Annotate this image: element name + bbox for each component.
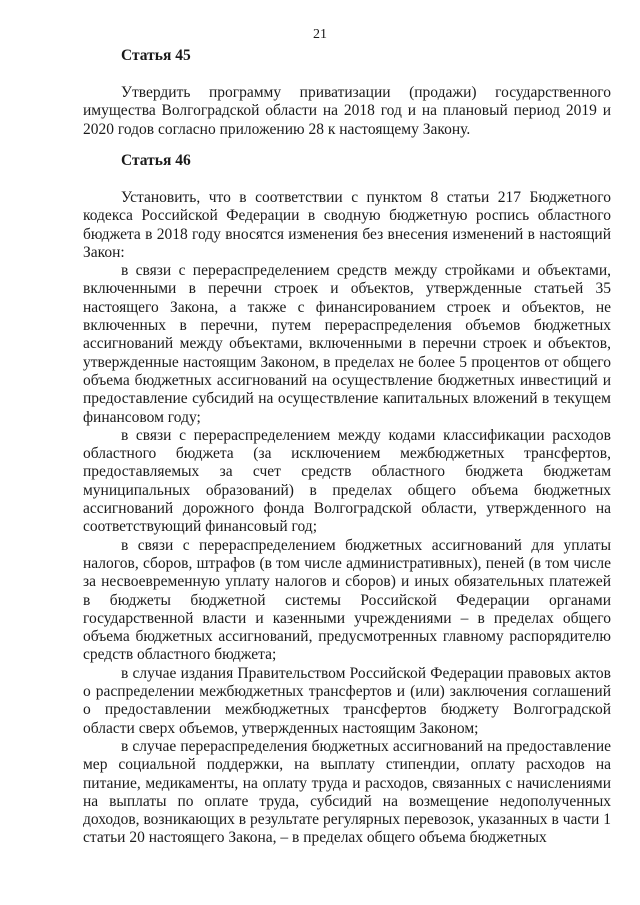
article-46-clause-paragraph: в связи с перераспределением между кодами классификации расходов областного бюджета (за исключением межбюджетных трансфертов, предоставляемых за счет средств областного бюджета бюджетам муниципальных образований) в пределах общего объема бюджетных ассигнований дорожного фонда Волгоградской области, утвержденного на соответствующий финансовый год; — [83, 426, 611, 536]
article-46-body — [83, 189, 611, 848]
article-46-intro-paragraph: Установить, что в соответствии с пунктом 8 статьи 217 Бюджетного кодекса Российской Федерации в сводную бюджетную роспись областного бюджета в 2018 году вносятся изменения без внесения изменений в настоящий Закон: — [83, 189, 611, 261]
article-45-body — [83, 84, 611, 139]
article-46-clause-paragraph: в связи с перераспределением бюджетных ассигнований для уплаты налогов, сборов, штрафов (в том числе административных), пеней (в том числе за несвоевременную уплату налогов и сборов) и иных обязательных платежей в бюджеты бюджетной системы Российской Федерации органами государственной власти и казенными учреждениями – в пределах общего объема бюджетных ассигнований, предусмотренных главному распорядителю средств областного бюджета; — [83, 536, 611, 664]
article-45-heading: Статья 45 — [121, 47, 191, 64]
article-46-heading: Статья 46 — [121, 152, 191, 169]
article-46-clause-paragraph: в случае перераспределения бюджетных ассигнований на предоставление мер социальной поддержки, на выплату стипендии, оплату расходов на питание, медикаменты, на оплату труда и расходов, связанных с начислениями на выплаты по оплате труда, субсидий на возмещение недополученных доходов, возникающих в результате регулярных перевозок, указанных в части 1 статьи 20 настоящего Закона, – в пределах общего объема бюджетных — [83, 737, 611, 847]
article-46-clause-paragraph: в случае издания Правительством Российской Федерации правовых актов о распределении межбюджетных трансфертов и (или) заключения соглашений о предоставлении межбюджетных трансфертов бюджету Волгоградской области сверх объемов, утвержденных настоящим Законом; — [83, 664, 611, 737]
page-number: 21 — [313, 27, 327, 42]
article-46-clause-paragraph: в связи с перераспределением средств между стройками и объектами, включенными в перечни строек и объектов, утвержденные статьей 35 настоящего Закона, а также с финансированием строек и объектов, не включенных в перечни, путем перераспределения объемов бюджетных ассигнований между объектами, включенными в перечни строек и объектов, утвержденные настоящим Законом, в пределах не более 5 процентов от общего объема бюджетных ассигнований на осуществление бюджетных инвестиций и предоставление субсидий на осуществление капитальных вложений в текущем финансовом году; — [83, 262, 611, 426]
article-45-paragraph: Утвердить программу приватизации (продажи) государственного имущества Волгоградской области на 2018 год и на плановый период 2019 и 2020 годов согласно приложению 28 к настоящему Закону. — [83, 84, 611, 138]
